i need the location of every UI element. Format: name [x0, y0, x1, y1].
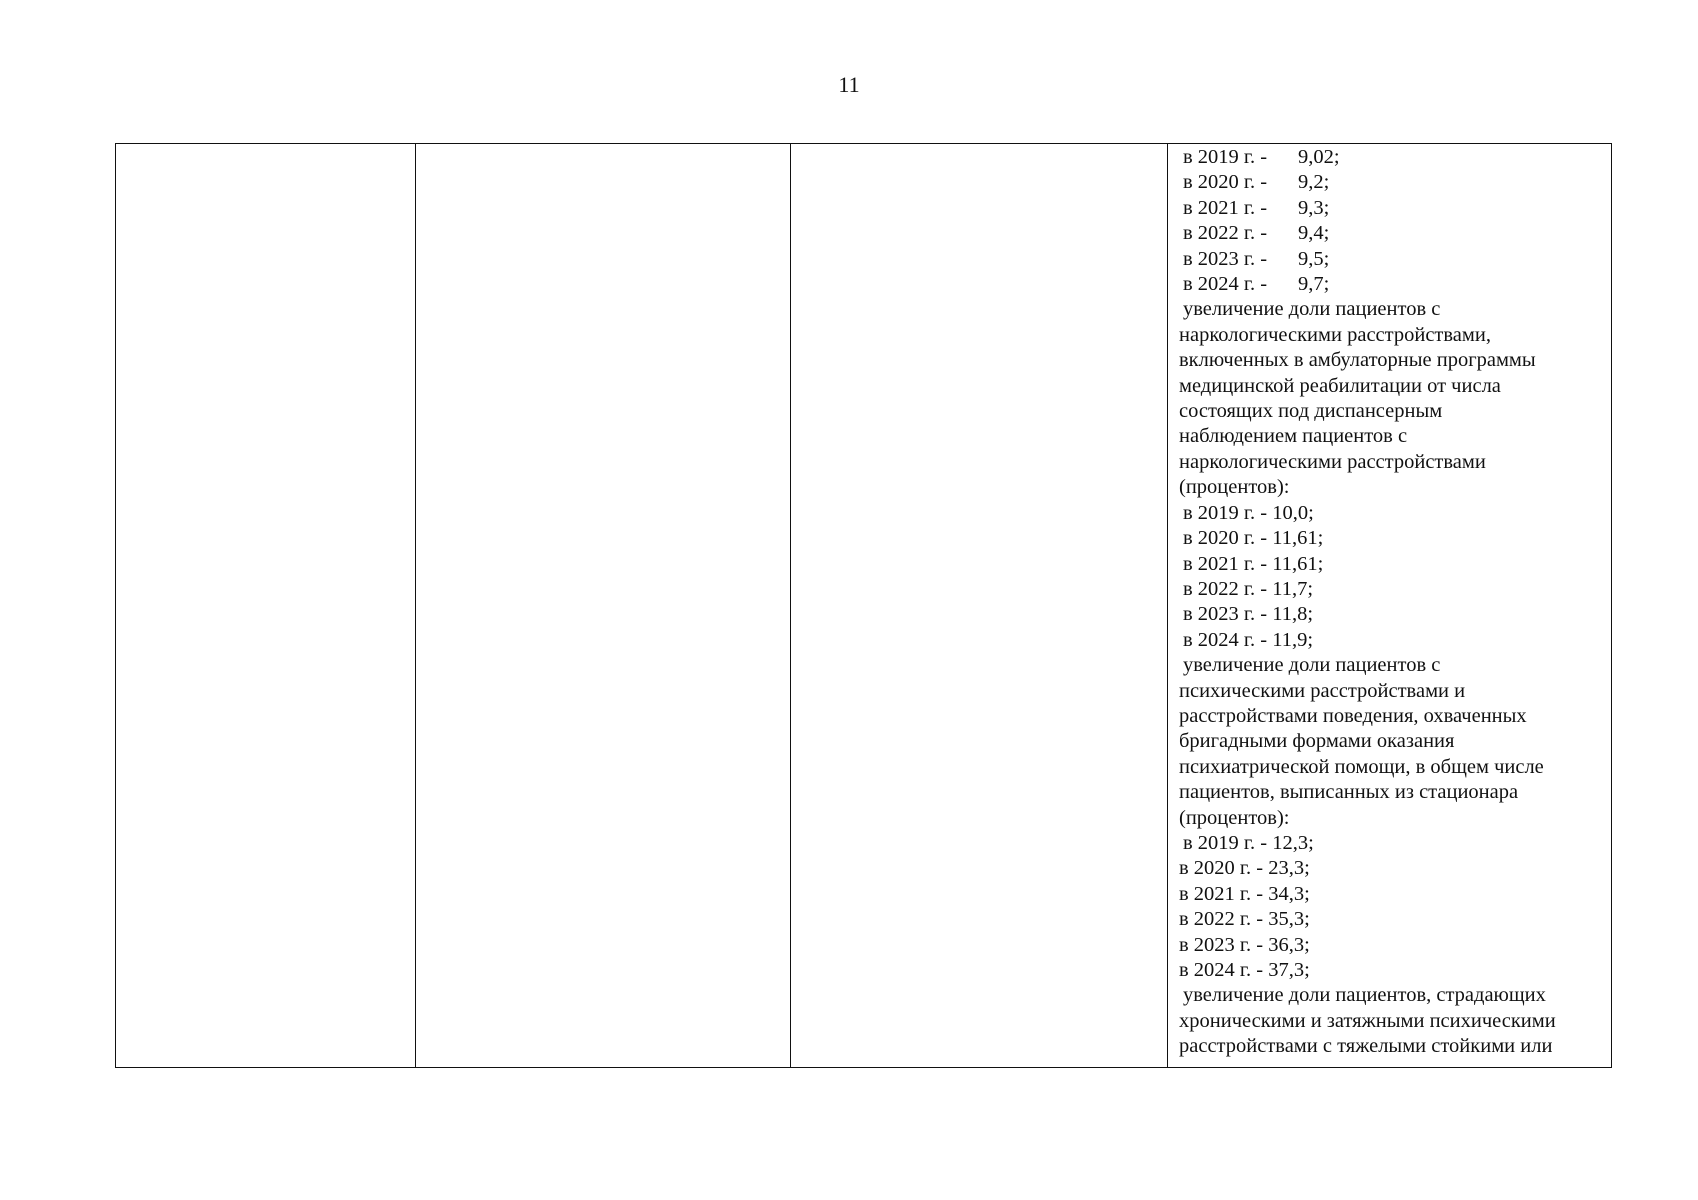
- indicators-text: [1168, 144, 1611, 1067]
- text-line: [1179, 272, 1603, 297]
- text-line: в 2023 г. - 11,8;: [1183, 603, 1314, 626]
- year-value: 9,5;: [1298, 247, 1330, 270]
- text-line: [1179, 247, 1603, 272]
- text-line: в 2020 г. - 11,61;: [1183, 527, 1324, 550]
- table-cell-col4: [1168, 144, 1612, 1068]
- text-line: расстройствами поведения, охваченных: [1179, 704, 1527, 727]
- year-value: 9,3;: [1298, 196, 1330, 219]
- year-value: 9,7;: [1298, 273, 1330, 296]
- text-line: медицинской реабилитации от числа: [1179, 374, 1501, 397]
- text-line: в 2024 г. - 37,3;: [1179, 959, 1310, 981]
- text-line: в 2022 г. - 11,7;: [1183, 577, 1314, 600]
- text-line: в 2019 г. - 10,0;: [1183, 501, 1314, 524]
- table-row: [116, 144, 1612, 1068]
- text-line: (процентов):: [1179, 476, 1290, 499]
- text-line: включенных в амбулаторные программы: [1179, 349, 1536, 372]
- table-cell-col1: [116, 144, 416, 1068]
- year-label: в 2024 г. -: [1183, 273, 1268, 296]
- text-line: в 2020 г. - 23,3;: [1179, 857, 1310, 880]
- year-value: 9,02;: [1298, 146, 1340, 168]
- text-line: хроническими и затяжными психическими: [1179, 1009, 1556, 1032]
- text-line: бригадными формами оказания: [1179, 730, 1455, 753]
- text-line: наркологическими расстройствами,: [1179, 323, 1491, 346]
- text-line: в 2021 г. - 34,3;: [1179, 882, 1310, 905]
- text-line: увеличение доли пациентов с: [1183, 654, 1441, 677]
- year-value: 9,2;: [1298, 171, 1330, 194]
- year-label: в 2021 г. -: [1183, 196, 1268, 219]
- text-line: в 2024 г. - 11,9;: [1183, 628, 1314, 651]
- text-line: [1179, 196, 1603, 221]
- text-line: в 2022 г. - 35,3;: [1179, 908, 1310, 931]
- text-line: в 2021 г. - 11,61;: [1183, 552, 1324, 575]
- year-label: в 2023 г. -: [1183, 247, 1268, 270]
- document-table: [115, 143, 1612, 1068]
- text-line: [1179, 145, 1603, 170]
- text-line: состоящих под диспансерным: [1179, 400, 1443, 423]
- page-number: 11: [838, 72, 860, 97]
- text-line: [1179, 221, 1603, 246]
- year-label: в 2022 г. -: [1183, 222, 1268, 245]
- year-value: 9,4;: [1298, 222, 1330, 245]
- text-line: наблюдением пациентов с: [1179, 425, 1408, 448]
- text-line: (процентов):: [1179, 806, 1290, 829]
- text-line: [1179, 170, 1603, 195]
- text-line: расстройствами с тяжелыми стойкими или: [1179, 1035, 1553, 1058]
- text-line: наркологическими расстройствами: [1179, 450, 1486, 473]
- table-cell-col3: [791, 144, 1168, 1068]
- text-line: увеличение доли пациентов с: [1183, 298, 1441, 321]
- year-label: в 2019 г. -: [1183, 146, 1268, 168]
- text-line: в 2023 г. - 36,3;: [1179, 933, 1310, 956]
- year-label: в 2020 г. -: [1183, 171, 1268, 194]
- table-cell-col2: [416, 144, 791, 1068]
- text-line: психическими расстройствами и: [1179, 679, 1466, 702]
- text-line: увеличение доли пациентов, страдающих: [1183, 984, 1546, 1007]
- text-line: в 2019 г. - 12,3;: [1183, 831, 1314, 854]
- text-line: психиатрической помощи, в общем числе: [1179, 755, 1544, 778]
- text-line: пациентов, выписанных из стационара: [1179, 781, 1519, 804]
